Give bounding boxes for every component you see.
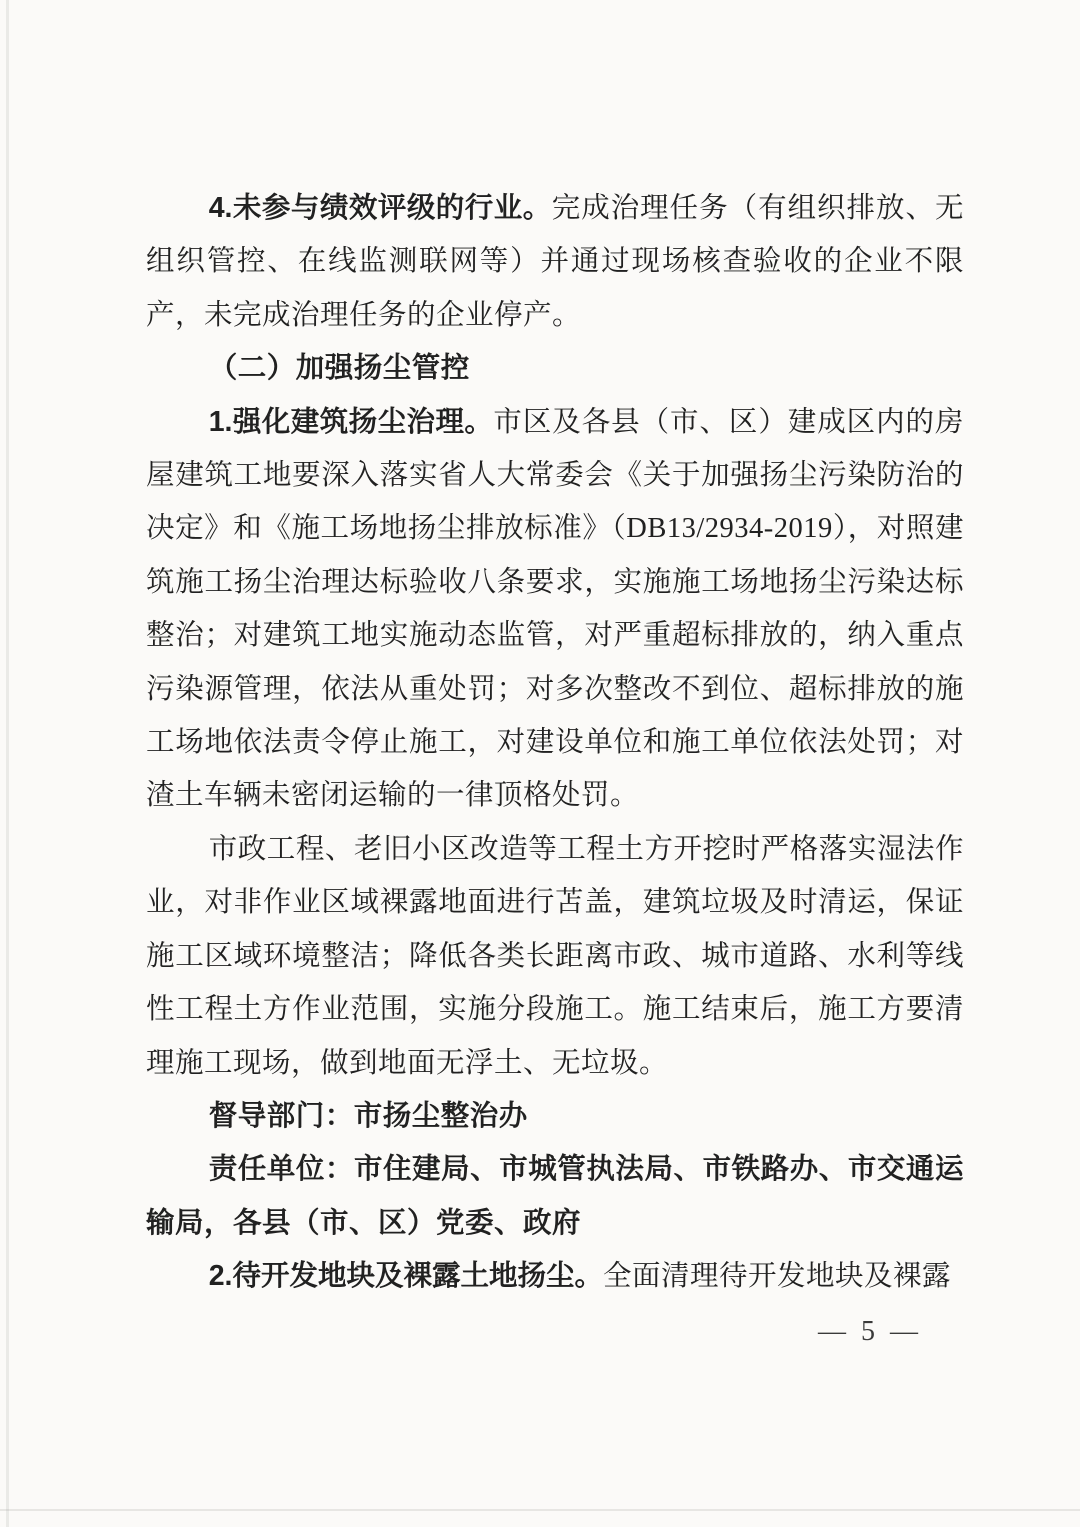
paragraph-body: 完成治理任务（有组织排放、无组织管控、在线监测联网等）并通过现场核查验收的企业不限产，未完成治理任务的企业停产。 [146,193,964,331]
paragraph-body: 市政工程、老旧小区改造等工程土方开挖时严格落实湿法作业，对非作业区域裸露地面进行苫盖，建筑垃圾及时清运，保证施工区域环境整洁；降低各类长距离市政、城市道路、水利等线性工程土方作业范围，实施分段施工。施工结束后，施工方要清理施工现场，做到地面无浮土、无垃圾。 [146,833,964,1079]
document-body [146,182,964,1304]
paragraph-lead: 2.待开发地块及裸露土地扬尘。 [208,1260,603,1293]
paragraph-municipal-projects [146,823,964,1090]
line-responsible-units [146,1143,964,1250]
paragraph-item-2-bare-land-dust [146,1250,964,1303]
section-heading-dust-control [146,342,964,395]
paragraph-item-1-construction-dust [146,396,964,823]
paragraph-lead: 1.强化建筑扬尘治理。 [208,405,494,438]
paragraph-item-4-industry [146,182,964,342]
responsible-units-text: 责任单位：市住建局、市城管执法局、市铁路办、市交通运输局，各县（市、区）党委、政府 [146,1154,964,1239]
line-supervising-department [146,1090,964,1143]
supervising-department-text: 督导部门：市扬尘整治办 [208,1100,528,1132]
page-number: — 5 — [818,1316,922,1347]
paragraph-lead: 4.未参与绩效评级的行业。 [208,192,552,224]
section-heading-text: （二）加强扬尘管控 [208,353,470,385]
paragraph-body: 全面清理待开发地块及裸露 [602,1261,951,1293]
paragraph-body: 市区及各县（市、区）建成区内的房屋建筑工地要深入落实省人大常委会《关于加强扬尘污染防治的决定》和《施工场地扬尘排放标准》（DB13/2934-2019），对照建筑施工扬尘治理达标验收八条要求，实施施工场地扬尘污染达标整治；对建筑工地实施动态监管，对严重超标排放的，纳入重点污染源管理，依法从重处罚；对多次整改不到位、超标排放的施工场地依法责令停止施工，对建设单位和施工单位依法处罚；对渣土车辆未密闭运输的一律顶格处罚。 [146,406,964,812]
